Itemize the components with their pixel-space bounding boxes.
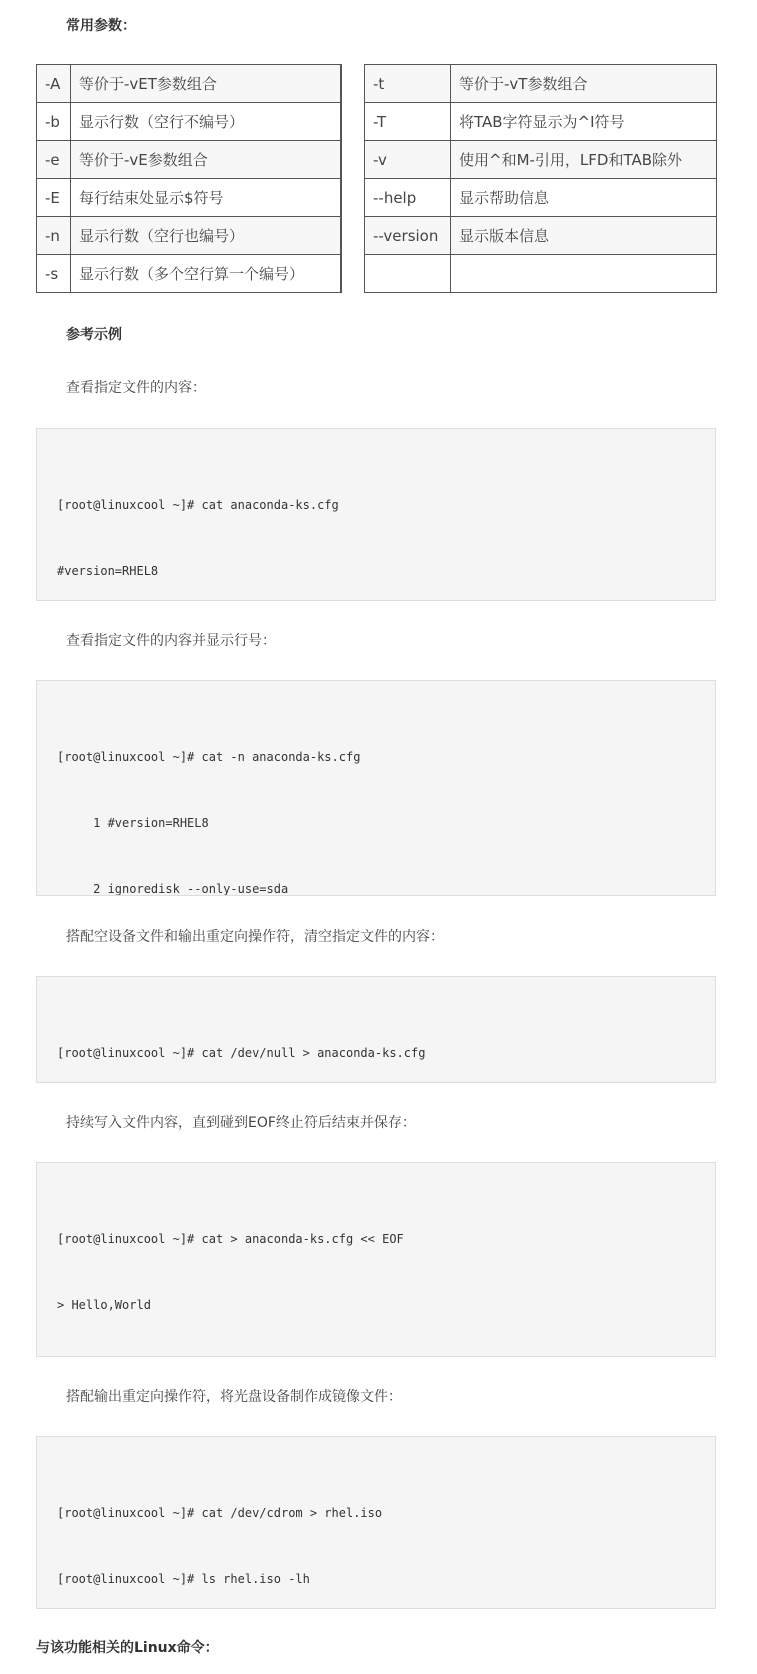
param-description: 显示帮助信息 — [451, 179, 717, 217]
param-description: 显示行数（空行也编号） — [71, 217, 341, 255]
param-description: 将TAB字符显示为^I符号 — [451, 103, 717, 141]
params-table — [36, 64, 717, 293]
param-option: --help — [365, 179, 451, 217]
code-block — [36, 976, 716, 1083]
code-block — [36, 428, 716, 601]
table-row — [37, 141, 717, 179]
example-description: 持续写入文件内容，直到碰到EOF终止符后结束并保存： — [66, 1115, 416, 1131]
param-option — [365, 255, 451, 293]
param-description: 显示行数（多个空行算一个编号） — [71, 255, 341, 293]
code-line: 1 #version=RHEL8 — [57, 816, 209, 830]
param-option: --version — [365, 217, 451, 255]
example-description: 搭配空设备文件和输出重定向操作符，清空指定文件的内容： — [66, 929, 444, 945]
examples-section-title: 参考示例 — [66, 327, 122, 343]
example-description: 搭配输出重定向操作符，将光盘设备制作成镜像文件： — [66, 1389, 402, 1405]
param-option: -t — [365, 65, 451, 103]
table-row — [37, 65, 717, 103]
params-section-title: 常用参数： — [66, 18, 136, 34]
table-gap — [341, 179, 365, 217]
table-row — [37, 103, 717, 141]
param-description: 等价于-vET参数组合 — [71, 65, 341, 103]
table-row — [37, 255, 717, 293]
code-block — [36, 1436, 716, 1609]
code-line: 2 ignoredisk --only-use=sda — [57, 882, 289, 896]
param-option: -s — [37, 255, 71, 293]
param-option: -b — [37, 103, 71, 141]
table-row — [37, 179, 717, 217]
code-line: #version=RHEL8 — [57, 564, 159, 578]
param-description: 等价于-vE参数组合 — [71, 141, 341, 179]
code-line: > Hello,World — [57, 1298, 151, 1312]
param-description: 每行结束处显示$符号 — [71, 179, 341, 217]
table-gap — [341, 65, 365, 103]
table-row — [37, 217, 717, 255]
param-option: -e — [37, 141, 71, 179]
param-option: -n — [37, 217, 71, 255]
param-description — [451, 255, 717, 293]
code-line: [root@linuxcool ~]# ls rhel.iso -lh — [57, 1572, 310, 1586]
param-description: 显示行数（空行不编号） — [71, 103, 341, 141]
code-line: [root@linuxcool ~]# cat -n anaconda-ks.cfg — [57, 750, 361, 764]
param-description: 等价于-vT参数组合 — [451, 65, 717, 103]
code-block — [36, 1162, 716, 1357]
example-description: 查看指定文件的内容： — [66, 380, 206, 396]
code-line: [root@linuxcool ~]# cat anaconda-ks.cfg — [57, 498, 339, 512]
related-commands-title: 与该功能相关的Linux命令： — [36, 1640, 219, 1656]
param-description: 使用^和M-引用，LFD和TAB除外 — [451, 141, 717, 179]
param-option: -E — [37, 179, 71, 217]
table-gap — [341, 141, 365, 179]
code-line: [root@linuxcool ~]# cat /dev/cdrom > rhel.iso — [57, 1506, 383, 1520]
table-gap — [341, 255, 365, 293]
code-line: [root@linuxcool ~]# cat /dev/null > anaconda-ks.cfg — [57, 1046, 426, 1060]
code-line: [root@linuxcool ~]# cat > anaconda-ks.cfg << EOF — [57, 1232, 404, 1246]
param-description: 显示版本信息 — [451, 217, 717, 255]
param-option: -A — [37, 65, 71, 103]
example-description: 查看指定文件的内容并显示行号： — [66, 633, 276, 649]
param-option: -v — [365, 141, 451, 179]
param-option: -T — [365, 103, 451, 141]
code-block — [36, 680, 716, 896]
table-gap — [341, 217, 365, 255]
table-gap — [341, 103, 365, 141]
